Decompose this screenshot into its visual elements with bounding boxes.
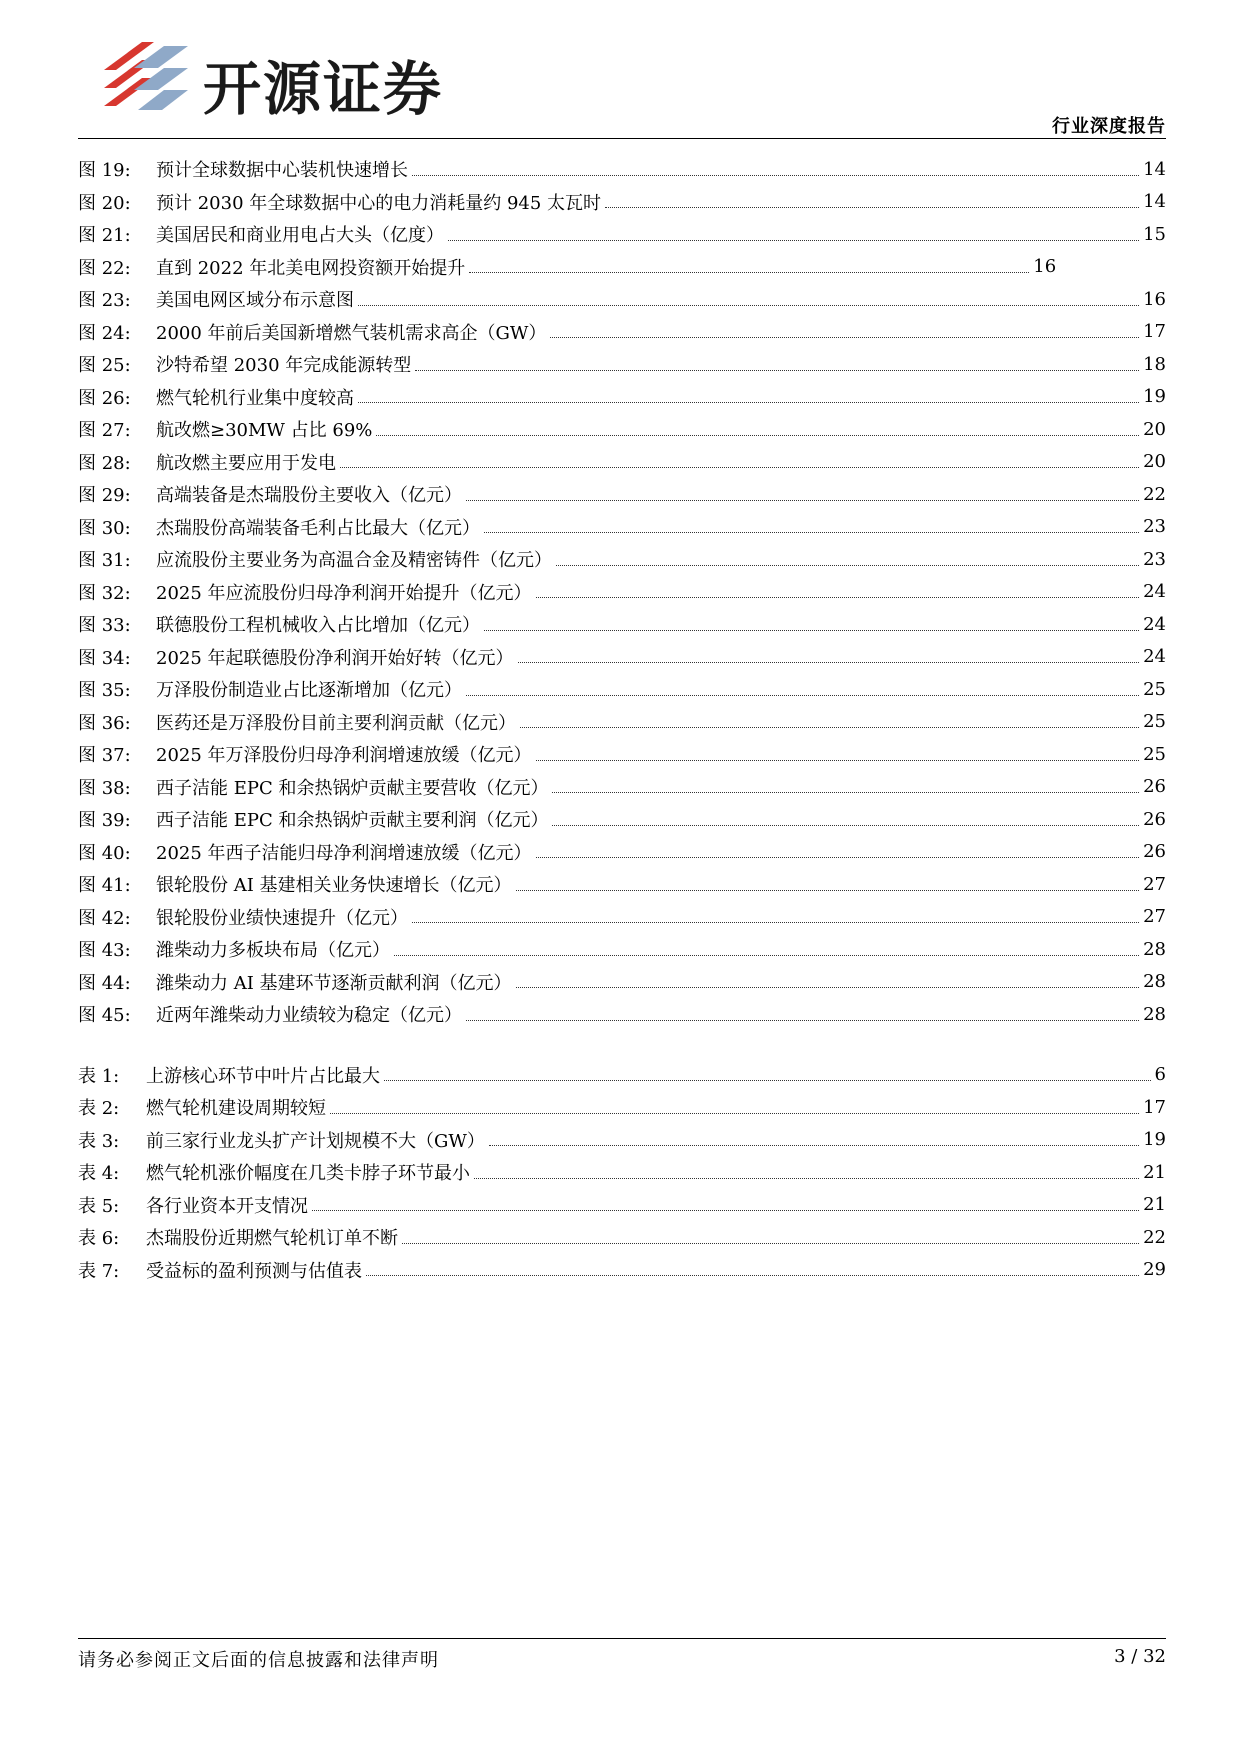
toc-label: 图 22: <box>78 257 131 279</box>
toc-row[interactable] <box>78 218 1166 251</box>
kaiyuan-logo-icon <box>102 38 192 118</box>
toc-page: 29 <box>1143 1259 1166 1281</box>
toc-title: 燃气轮机行业集中度较高 <box>156 387 354 409</box>
toc-page: 17 <box>1143 1096 1166 1118</box>
toc-row[interactable] <box>78 901 1166 934</box>
toc-title: 联德股份工程机械收入占比增加（亿元） <box>156 615 480 637</box>
report-type: 行业深度报告 <box>1052 116 1166 137</box>
toc-row[interactable] <box>78 836 1166 869</box>
toc-title: 各行业资本开支情况 <box>146 1195 308 1217</box>
toc-row[interactable] <box>78 478 1166 511</box>
toc-page: 23 <box>1143 516 1166 538</box>
toc-row[interactable] <box>78 1091 1166 1124</box>
toc-title: 医药还是万泽股份目前主要利润贡献（亿元） <box>156 712 516 734</box>
toc-title: 沙特希望 2030 年完成能源转型 <box>156 355 412 377</box>
toc-title: 直到 2022 年北美电网投资额开始提升 <box>156 257 466 279</box>
toc-page: 28 <box>1143 971 1166 993</box>
toc-label: 图 34: <box>78 647 131 669</box>
dot-leader <box>536 857 1140 858</box>
toc-page: 24 <box>1143 646 1166 668</box>
toc-label: 表 1: <box>78 1065 120 1087</box>
toc-page: 20 <box>1143 418 1166 440</box>
toc-page: 26 <box>1143 808 1166 830</box>
toc-page: 16 <box>1033 256 1057 278</box>
toc-label: 表 5: <box>78 1195 120 1217</box>
toc-label: 表 7: <box>78 1260 120 1282</box>
toc-row[interactable] <box>78 933 1166 966</box>
dot-leader <box>358 402 1139 403</box>
toc-label: 图 26: <box>78 387 131 409</box>
toc-title: 预计全球数据中心装机快速增长 <box>156 160 408 182</box>
footer-divider <box>78 1638 1166 1639</box>
table-list <box>78 1059 1166 1287</box>
dot-leader <box>312 1210 1139 1211</box>
dot-leader <box>556 565 1139 566</box>
brand-name: 开源证券 <box>203 55 444 123</box>
header-divider <box>78 138 1166 139</box>
toc-label: 图 31: <box>78 550 131 572</box>
toc-row[interactable] <box>78 316 1166 349</box>
toc-label: 图 19: <box>78 160 131 182</box>
dot-leader <box>466 1020 1139 1021</box>
toc-title: 银轮股份业绩快速提升（亿元） <box>156 907 408 929</box>
toc-label: 图 37: <box>78 745 131 767</box>
dot-leader <box>516 987 1140 988</box>
toc-row[interactable] <box>78 511 1166 544</box>
toc-page: 6 <box>1154 1064 1166 1086</box>
toc-row[interactable] <box>78 706 1166 739</box>
toc-page: 22 <box>1143 483 1166 505</box>
dot-leader <box>552 825 1139 826</box>
toc-label: 图 29: <box>78 485 131 507</box>
toc-row[interactable] <box>78 543 1166 576</box>
dot-leader <box>605 207 1139 208</box>
toc-title: 潍柴动力多板块布局（亿元） <box>156 940 390 962</box>
toc-page: 14 <box>1143 158 1166 180</box>
toc-page: 19 <box>1143 386 1166 408</box>
toc-row[interactable] <box>78 803 1166 836</box>
toc-page: 23 <box>1143 548 1166 570</box>
toc-row[interactable] <box>78 1156 1166 1189</box>
toc-title: 银轮股份 AI 基建相关业务快速增长（亿元） <box>156 875 512 897</box>
toc-title: 高端装备是杰瑞股份主要收入（亿元） <box>156 485 462 507</box>
toc-title: 潍柴动力 AI 基建环节逐渐贡献利润（亿元） <box>156 972 512 994</box>
toc-page: 27 <box>1143 906 1166 928</box>
toc-label: 图 33: <box>78 615 131 637</box>
toc-title: 燃气轮机建设周期较短 <box>146 1098 326 1120</box>
toc-page: 25 <box>1143 678 1166 700</box>
toc-label: 表 3: <box>78 1130 120 1152</box>
toc-title: 预计 2030 年全球数据中心的电力消耗量约 945 太瓦时 <box>156 192 602 214</box>
dot-leader <box>415 370 1139 371</box>
dot-leader <box>330 1113 1139 1114</box>
toc-row[interactable] <box>78 283 1166 316</box>
toc-title: 美国电网区域分布示意图 <box>156 290 354 312</box>
toc-page: 17 <box>1143 321 1166 343</box>
toc-title: 2025 年起联德股份净利润开始好转（亿元） <box>156 647 514 669</box>
toc-row[interactable] <box>78 446 1166 479</box>
toc-row[interactable] <box>78 1124 1166 1157</box>
toc-page: 14 <box>1143 191 1166 213</box>
dot-leader <box>340 467 1139 468</box>
toc-label: 图 23: <box>78 290 131 312</box>
toc-row[interactable] <box>78 673 1166 706</box>
toc-label: 图 36: <box>78 712 131 734</box>
toc-row[interactable] <box>78 738 1166 771</box>
toc-label: 图 39: <box>78 810 131 832</box>
page-number: 3 / 32 <box>1114 1646 1166 1667</box>
dot-leader <box>394 955 1139 956</box>
toc-title: 上游核心环节中叶片占比最大 <box>146 1065 380 1087</box>
page-header <box>78 32 1166 140</box>
toc-title: 近两年潍柴动力业绩较为稳定（亿元） <box>156 1005 462 1027</box>
table-of-contents <box>78 153 1166 1286</box>
toc-label: 图 44: <box>78 972 131 994</box>
toc-row[interactable] <box>78 771 1166 804</box>
toc-label: 图 45: <box>78 1005 131 1027</box>
toc-label: 图 42: <box>78 907 131 929</box>
toc-page: 24 <box>1143 613 1166 635</box>
toc-label: 图 32: <box>78 582 131 604</box>
dot-leader <box>489 1145 1139 1146</box>
toc-title: 航改燃≥30MW 占比 69% <box>156 420 373 442</box>
toc-row[interactable] <box>78 966 1166 999</box>
toc-title: 西子洁能 EPC 和余热锅炉贡献主要利润（亿元） <box>156 810 549 832</box>
dot-leader <box>552 792 1139 793</box>
toc-label: 图 24: <box>78 322 131 344</box>
dot-leader <box>536 597 1140 598</box>
toc-page: 26 <box>1143 841 1166 863</box>
toc-title: 燃气轮机涨价幅度在几类卡脖子环节最小 <box>146 1163 470 1185</box>
toc-page: 19 <box>1143 1129 1166 1151</box>
toc-row[interactable] <box>78 1221 1166 1254</box>
toc-label: 图 38: <box>78 777 131 799</box>
dot-leader <box>466 695 1139 696</box>
dot-leader <box>469 272 1029 273</box>
toc-row[interactable] <box>78 413 1166 446</box>
toc-label: 图 20: <box>78 192 131 214</box>
toc-page: 21 <box>1143 1161 1166 1183</box>
toc-title: 杰瑞股份高端装备毛利占比最大（亿元） <box>156 517 480 539</box>
dot-leader <box>412 922 1139 923</box>
toc-row[interactable] <box>78 153 1166 186</box>
dot-leader <box>402 1243 1139 1244</box>
toc-label: 表 6: <box>78 1228 120 1250</box>
toc-row[interactable] <box>78 186 1166 219</box>
toc-title: 2000 年前后美国新增燃气装机需求高企（GW） <box>156 322 547 344</box>
dot-leader <box>520 727 1139 728</box>
toc-title: 受益标的盈利预测与估值表 <box>146 1260 362 1282</box>
toc-page: 25 <box>1143 711 1166 733</box>
dot-leader <box>484 630 1139 631</box>
dot-leader <box>550 337 1139 338</box>
dot-leader <box>518 662 1140 663</box>
toc-row[interactable] <box>78 251 1166 284</box>
dot-leader <box>516 890 1140 891</box>
toc-page: 27 <box>1143 873 1166 895</box>
toc-row[interactable] <box>78 1189 1166 1222</box>
dot-leader <box>466 500 1139 501</box>
dot-leader <box>448 240 1139 241</box>
toc-row[interactable] <box>78 608 1166 641</box>
toc-label: 表 4: <box>78 1163 120 1185</box>
dot-leader <box>474 1178 1139 1179</box>
toc-label: 图 21: <box>78 225 131 247</box>
toc-page: 28 <box>1143 1003 1166 1025</box>
toc-title: 西子洁能 EPC 和余热锅炉贡献主要营收（亿元） <box>156 777 549 799</box>
toc-label: 图 27: <box>78 420 131 442</box>
toc-label: 图 35: <box>78 680 131 702</box>
footer-disclaimer: 请务必参阅正文后面的信息披露和法律声明 <box>78 1650 439 1671</box>
toc-title: 杰瑞股份近期燃气轮机订单不断 <box>146 1228 398 1250</box>
toc-row[interactable] <box>78 1059 1166 1092</box>
toc-label: 图 25: <box>78 355 131 377</box>
toc-title: 2025 年万泽股份归母净利润增速放缓（亿元） <box>156 745 532 767</box>
dot-leader <box>484 532 1139 533</box>
toc-row[interactable] <box>78 1254 1166 1287</box>
toc-label: 图 41: <box>78 875 131 897</box>
toc-page: 18 <box>1143 353 1166 375</box>
toc-page: 20 <box>1143 451 1166 473</box>
toc-page: 15 <box>1143 223 1166 245</box>
toc-row[interactable] <box>78 641 1166 674</box>
figure-list <box>78 153 1166 1031</box>
toc-title: 前三家行业龙头扩产计划规模不大（GW） <box>146 1130 485 1152</box>
toc-row[interactable] <box>78 576 1166 609</box>
toc-label: 图 28: <box>78 452 131 474</box>
dot-leader <box>358 305 1139 306</box>
toc-label: 图 40: <box>78 842 131 864</box>
toc-title: 美国居民和商业用电占大头（亿度） <box>156 225 444 247</box>
toc-page: 25 <box>1143 743 1166 765</box>
dot-leader <box>412 175 1139 176</box>
toc-title: 应流股份主要业务为高温合金及精密铸件（亿元） <box>156 550 552 572</box>
toc-title: 2025 年应流股份归母净利润开始提升（亿元） <box>156 582 532 604</box>
dot-leader <box>384 1080 1151 1081</box>
toc-title: 航改燃主要应用于发电 <box>156 452 336 474</box>
toc-page: 22 <box>1143 1226 1166 1248</box>
toc-label: 图 30: <box>78 517 131 539</box>
toc-page: 24 <box>1143 581 1166 603</box>
dot-leader <box>376 435 1139 436</box>
dot-leader <box>536 760 1140 761</box>
toc-label: 图 43: <box>78 940 131 962</box>
toc-page: 21 <box>1143 1194 1166 1216</box>
toc-title: 2025 年西子洁能归母净利润增速放缓（亿元） <box>156 842 532 864</box>
toc-row[interactable] <box>78 381 1166 414</box>
toc-row[interactable] <box>78 868 1166 901</box>
toc-title: 万泽股份制造业占比逐渐增加（亿元） <box>156 680 462 702</box>
toc-page: 28 <box>1143 938 1166 960</box>
toc-page: 26 <box>1143 776 1166 798</box>
toc-page: 16 <box>1143 288 1166 310</box>
toc-label: 表 2: <box>78 1098 120 1120</box>
toc-row[interactable] <box>78 348 1166 381</box>
toc-row[interactable] <box>78 998 1166 1031</box>
dot-leader <box>366 1275 1139 1276</box>
